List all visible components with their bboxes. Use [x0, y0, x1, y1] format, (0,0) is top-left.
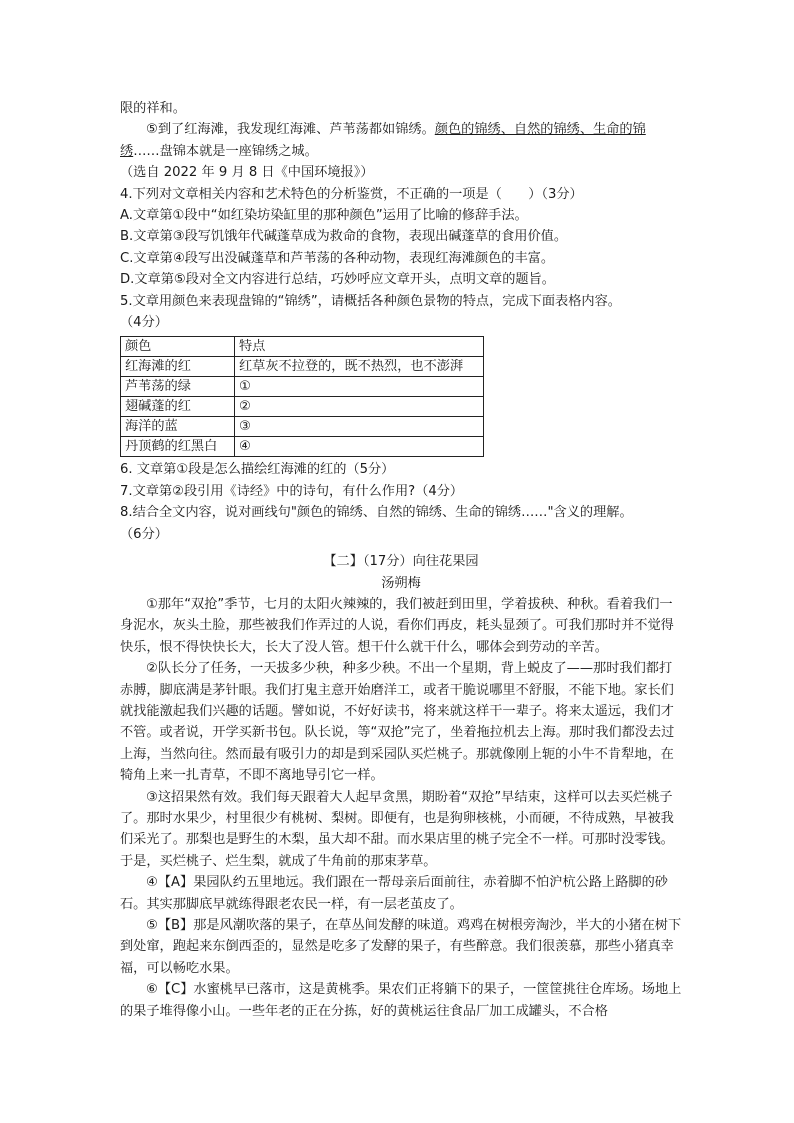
- text-line: 限的祥和。: [120, 101, 186, 116]
- table-row: [121, 417, 484, 437]
- table-cell: ②: [235, 397, 484, 417]
- table-cell: ③: [235, 417, 484, 437]
- table-row: [121, 437, 484, 457]
- table-cell: 芦苇荡的绿: [121, 377, 235, 397]
- question-5-score: （4分）: [120, 315, 168, 331]
- option-a: A.文章第①段中“如红染坊染缸里的那种颜色”运用了比喻的修辞手法。: [120, 208, 528, 224]
- table-row: [121, 377, 484, 397]
- source-citation: （选自 2022 年 9 月 8 日《中国环境报》）: [120, 165, 374, 181]
- table-cell: ④: [235, 437, 484, 457]
- p5-text: ⑤到了红海滩，我发现红海滩、芦苇荡都如锦绣。: [146, 122, 435, 138]
- question-8-score: （6分）: [120, 526, 168, 542]
- option-c: C.文章第④段写出没碱蓬草和芦苇荡的各种动物，表现红海滩颜色的丰富。: [120, 250, 555, 266]
- table-header: 颜色: [121, 337, 235, 357]
- question-8: 8.结合全文内容，说对画线句"颜色的锦绣、自然的锦绣、生命的锦绣……"含义的理解。: [120, 505, 633, 521]
- document-page: [120, 98, 682, 1022]
- table-cell: 红草灰不拉登的，既不热烈，也不澎湃: [235, 357, 484, 377]
- table-cell: ①: [235, 377, 484, 397]
- table-cell: 海洋的蓝: [121, 417, 235, 437]
- question-6: 6. 文章第①段是怎么描绘红海滩的红的（5分）: [120, 462, 395, 478]
- question-5: 5.文章用颜色来表现盘锦的“锦绣”，请概括各种颜色景物的特点，完成下面表格内容。: [120, 293, 621, 309]
- table-header: 特点: [235, 337, 484, 357]
- color-feature-table: [120, 336, 484, 457]
- underlined-sentence: 颜色的锦绣、自然的锦绣、生命的锦: [434, 122, 646, 138]
- section-title: 【二】（17分）向往花果园: [323, 554, 479, 570]
- body-paragraph-4: ④【A】果园队约五里地远。我们跟在一帮母亲后面前往，赤着脚不怕沪杭公路上路脚的砂石。其实那脚底早就练得跟老农民一样，有一层老茧皮了。: [120, 875, 668, 912]
- paragraph-5: [120, 119, 682, 140]
- option-b: B.文章第③段写饥饿年代碱蓬草成为救命的食物，表现出碱蓬草的食用价值。: [120, 229, 568, 245]
- body-paragraph-1: ①那年“双抢”季节，七月的太阳火辣辣的，我们被赶到田里，学着拔秧、种秋。看着我们一身泥水，灰头土脸，那些被我们作弄过的人说，看你们再皮，耗头显颈了。可我们那时并不觉得快乐，恨不得快快长大，长大了没人管。想干什么就干什么，哪体会到劳动的辛苦。: [120, 596, 674, 655]
- table-header-row: [121, 337, 484, 357]
- question-4: 4.下列对文章相关内容和艺术特色的分析鉴赏，不正确的一项是（ ）（3分）: [120, 186, 583, 202]
- table-cell: 翅碱蓬的红: [121, 397, 235, 417]
- option-d: D.文章第⑤段对全文内容进行总结，巧妙呼应文章开头，点明文章的题旨。: [120, 272, 555, 288]
- paragraph-5-cont: [120, 141, 682, 162]
- table-row: [121, 397, 484, 417]
- author-name: 汤朔梅: [381, 575, 421, 591]
- table-row: [121, 357, 484, 377]
- body-paragraph-6: ⑥【C】水蜜桃早已落市，这是黄桃季。果农们正将躺下的果子，一筐筐挑往仓库场。场地上的果子堆得像小山。一些年老的正在分拣，好的黄桃运往食品厂加工成罐头，不合格: [120, 982, 682, 1019]
- p5-text-end: ……盘锦本就是一座锦绣之城。: [133, 143, 318, 159]
- question-7: 7.文章第②段引用《诗经》中的诗句，有什么作用?（4分）: [120, 483, 464, 499]
- underlined-sentence-end: 绣: [120, 143, 134, 159]
- body-paragraph-2: ②队长分了任务，一天拔多少秧，种多少秧。不出一个星期，背上蜕皮了——那时我们都打赤膊，脚底满是茅针眼。我们打鬼主意开始磨洋工，或者干脆说哪里不舒服，不能下地。家长们就找能激起我们兴趣的话题。譬如说，不好好读书，将来就这样干一辈子。将来太遥远，我们才不管。或者说，开学买新书包。队长说，等“双抢”完了，坐着拖拉机去上海。那时我们都没去过上海，当然向往。然而最有吸引力的却是到采园队买烂桃子。那就像刚上轭的小牛不肯犁地，在犄角上来一扎青草，不即不离地导引它一样。: [120, 661, 675, 784]
- table-cell: 丹顶鹤的红黑白: [121, 437, 235, 457]
- body-paragraph-5: ⑤【B】那是风潮吹落的果子，在草丛间发酵的味道。鸡鸡在树根旁淘沙，半大的小猪在树下到处窜，跑起来东倒西歪的，显然是吃多了发酵的果子，有些醉意。我们很羡慕，那些小猪真幸福，可以畅吃水果。: [120, 918, 682, 976]
- table-cell: 红海滩的红: [121, 357, 235, 377]
- body-paragraph-3: ③这招果然有效。我们每天跟着大人起早贪黑，期盼着“双抢”早结束，这样可以去买烂桃子了。那时水果少，村里很少有桃树、梨树。即便有，也是狗卵核桃，小而硬，不待成熟，早被我们采光了。那梨也是野生的木梨，虽大却不甜。而水果店里的桃子完全不一样。可那时没零钱。于是，买烂桃子、烂生梨，就成了牛角前的那束茅草。: [120, 789, 674, 869]
